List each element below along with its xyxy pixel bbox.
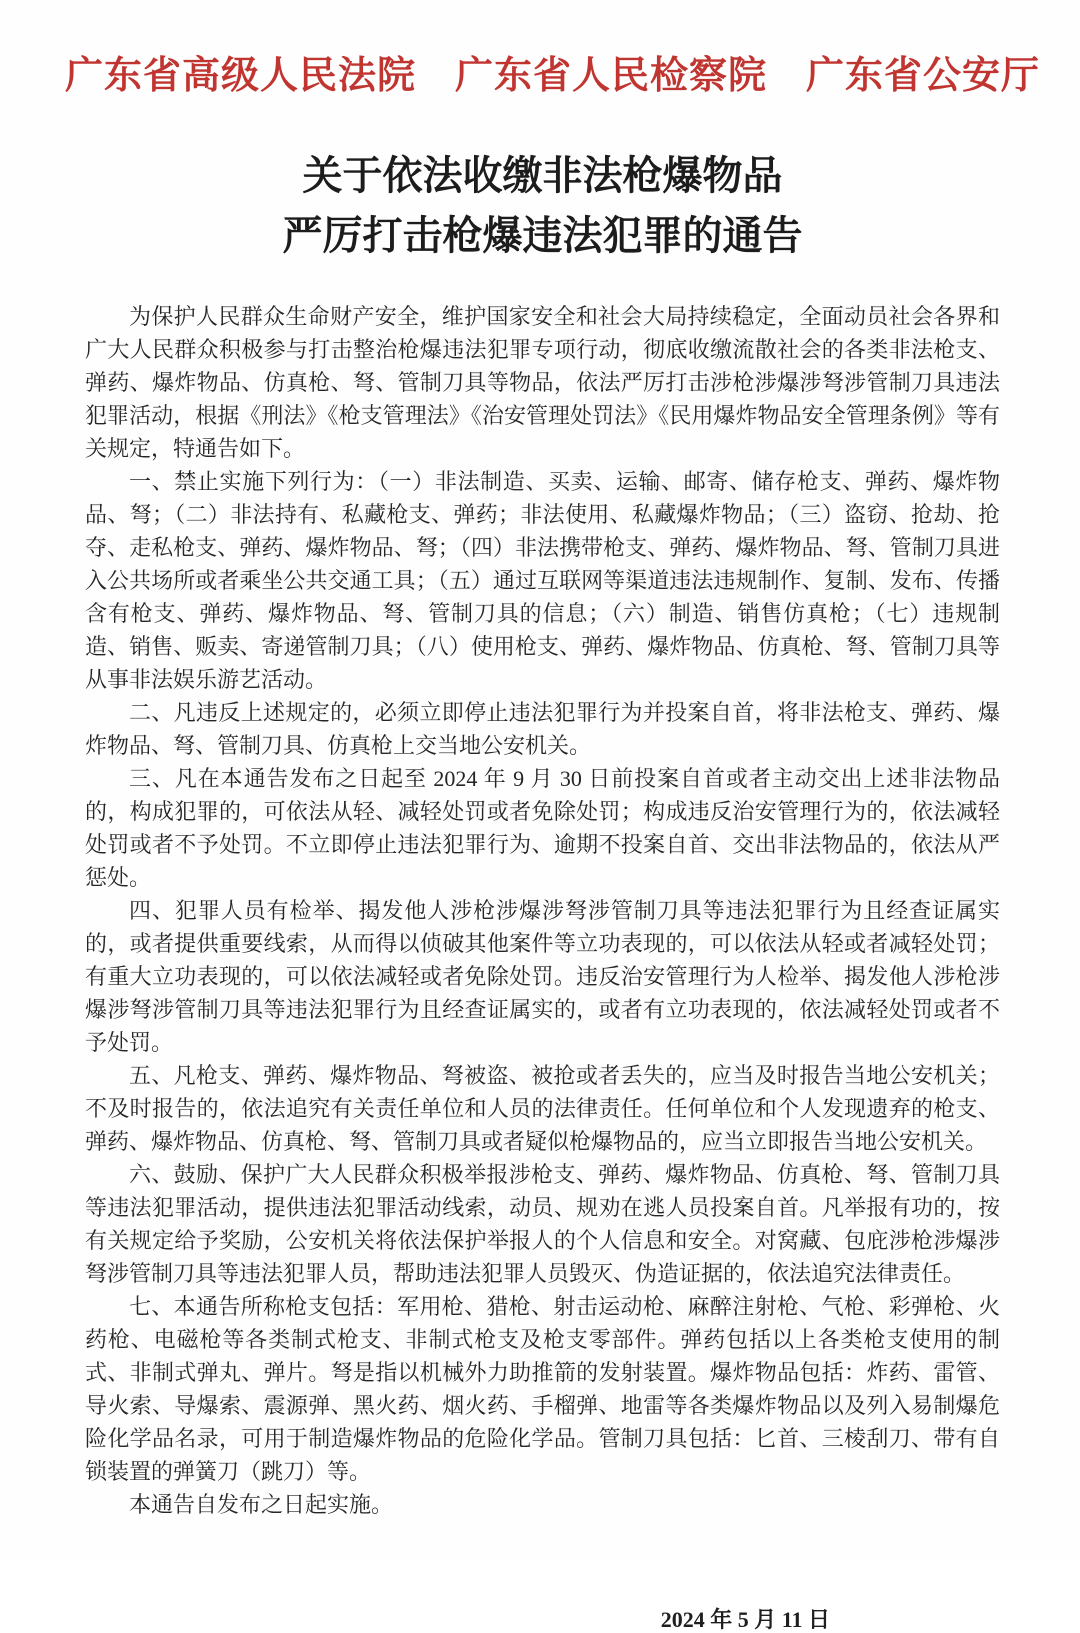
paragraph-article-7: 七、本通告所称枪支包括：军用枪、猎枪、射击运动枪、麻醉注射枪、气枪、彩弹枪、火药枪、电磁枪等各类制式枪支、非制式枪支及枪支零部件。弹药包括以上各类枪支使用的制式、非制式弹丸、弹片。弩是指以机械外力助推箭的发射装置。爆炸物品包括：炸药、雷管、导火索、导爆索、震源弹、黑火药、烟火药、手榴弹、地雷等各类爆炸物品以及列入易制爆危险化学品名录，可用于制造爆炸物品的危险化学品。管制刀具包括：匕首、三棱刮刀、带有自锁装置的弹簧刀（跳刀）等。	[85, 1294, 1000, 1484]
notice-body	[85, 300, 1000, 1521]
notice-title-line1: 关于依法收缴非法枪爆物品	[302, 153, 783, 198]
paragraph-article-4: 四、犯罪人员有检举、揭发他人涉枪涉爆涉弩涉管制刀具等违法犯罪行为且经查证属实的，或者提供重要线索，从而得以侦破其他案件等立功表现的，可以依法从轻或者减轻处罚；有重大立功表现的，可以依法减轻或者免除处罚。违反治安管理行为人检举、揭发他人涉枪涉爆涉弩涉管制刀具等违法犯罪行为且经查证属实的，或者有立功表现的，依法减轻处罚或者不予处罚。	[85, 898, 1000, 1055]
paragraph-article-5: 五、凡枪支、弹药、爆炸物品、弩被盗、被抢或者丢失的，应当及时报告当地公安机关；不及时报告的，依法追究有关责任单位和人员的法律责任。任何单位和个人发现遗弃的枪支、弹药、爆炸物品、仿真枪、弩、管制刀具或者疑似枪爆物品的，应当立即报告当地公安机关。	[85, 1063, 1000, 1154]
notice-title-line2: 严厉打击枪爆违法犯罪的通告	[282, 213, 803, 258]
notice-title	[85, 146, 1000, 266]
paragraph-implementation: 本通告自发布之日起实施。	[129, 1492, 394, 1517]
paragraph-article-1: 一、禁止实施下列行为：（一）非法制造、买卖、运输、邮寄、储存枪支、弹药、爆炸物品、弩；（二）非法持有、私藏枪支、弹药；非法使用、私藏爆炸物品；（三）盗窃、抢劫、抢夺、走私枪支、弹药、爆炸物品、弩；（四）非法携带枪支、弹药、爆炸物品、弩、管制刀具进入公共场所或者乘坐公共交通工具；（五）通过互联网等渠道违法违规制作、复制、发布、传播含有枪支、弹药、爆炸物品、弩、管制刀具的信息；（六）制造、销售仿真枪；（七）违规制造、销售、贩卖、寄递管制刀具；（八）使用枪支、弹药、爆炸物品、仿真枪、弩、管制刀具等从事非法娱乐游艺活动。	[85, 469, 1000, 692]
paragraph-article-6: 六、鼓励、保护广大人民群众积极举报涉枪支、弹药、爆炸物品、仿真枪、弩、管制刀具等违法犯罪活动，提供违法犯罪活动线索，动员、规劝在逃人员投案自首。凡举报有功的，按有关规定给予奖励，公安机关将依法保护举报人的个人信息和安全。对窝藏、包庇涉枪涉爆涉弩涉管制刀具等违法犯罪人员，帮助违法犯罪人员毁灭、伪造证据的，依法追究法律责任。	[85, 1162, 1000, 1286]
issuing-authorities: 广东省高级人民法院 广东省人民检察院 广东省公安厅	[65, 55, 1041, 97]
paragraph-article-3: 三、凡在本通告发布之日起至 2024 年 9 月 30 日前投案自首或者主动交出上述非法物品的，构成犯罪的，可依法从轻、减轻处罚或者免除处罚；构成违反治安管理行为的，依法减轻处罚或者不予处罚。不立即停止违法犯罪行为、逾期不投案自首、交出非法物品的，依法从严惩处。	[85, 766, 1000, 890]
paragraph-intro: 为保护人民群众生命财产安全，维护国家安全和社会大局持续稳定，全面动员社会各界和广大人民群众积极参与打击整治枪爆违法犯罪专项行动，彻底收缴流散社会的各类非法枪支、弹药、爆炸物品、仿真枪、弩、管制刀具等物品，依法严厉打击涉枪涉爆涉弩涉管制刀具违法犯罪活动，根据《刑法》《枪支管理法》《治安管理处罚法》《民用爆炸物品安全管理条例》等有关规定，特通告如下。	[85, 304, 1000, 461]
paragraph-article-2: 二、凡违反上述规定的，必须立即停止违法犯罪行为并投案自首，将非法枪支、弹药、爆炸物品、弩、管制刀具、仿真枪上交当地公安机关。	[85, 700, 1000, 758]
issue-date: 2024 年 5 月 11 日	[660, 1607, 830, 1632]
